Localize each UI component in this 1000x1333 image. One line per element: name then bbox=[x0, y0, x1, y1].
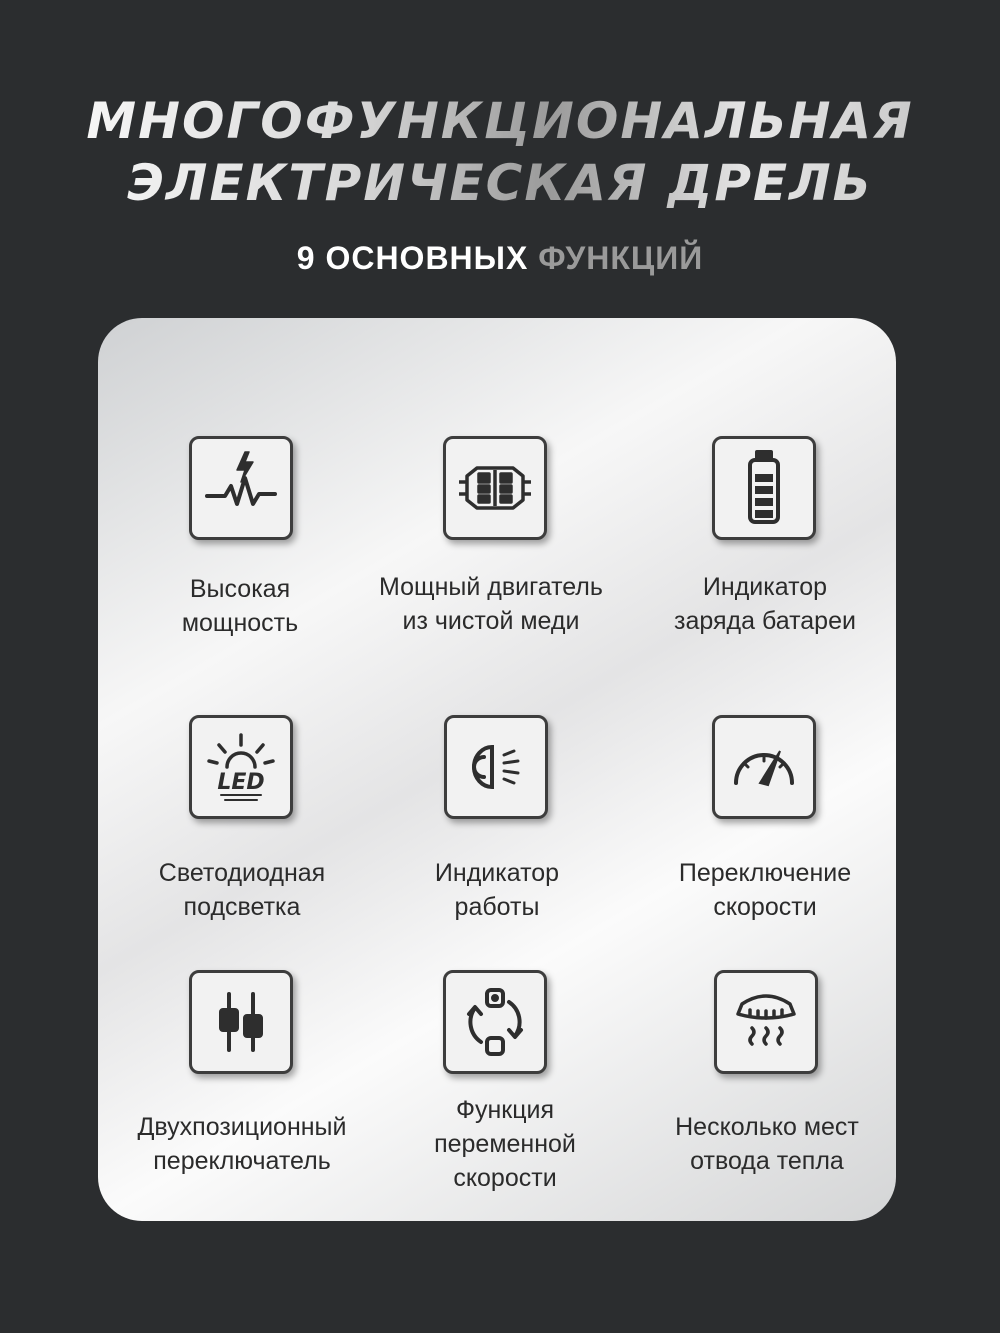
svg-text:LED: LED bbox=[217, 770, 265, 795]
title-line-2: ЭЛЕКТРИЧЕСКАЯ ДРЕЛЬ bbox=[0, 154, 1000, 212]
title-line-1: МНОГОФУНКЦИОНАЛЬНАЯ bbox=[0, 92, 1000, 150]
heat-dissipation-icon bbox=[714, 970, 818, 1074]
feature-label-heat-dissipation: Несколько мест отвода тепла bbox=[675, 1113, 859, 1175]
headlight-icon bbox=[444, 715, 548, 819]
led-light-icon bbox=[189, 715, 293, 819]
subtitle bbox=[0, 240, 1000, 277]
dual-switch-icon bbox=[189, 970, 293, 1074]
speedometer-icon bbox=[712, 715, 816, 819]
feature-label-high-power: Высокая мощность bbox=[181, 575, 299, 637]
copper-motor-icon bbox=[443, 436, 547, 540]
feature-label-speed-switch: Переключение скорости bbox=[678, 859, 852, 921]
power-pulse-icon bbox=[189, 436, 293, 540]
feature-label-battery-indicator: Индикатор заряда батареи bbox=[674, 573, 856, 635]
subtitle-functions: ФУНКЦИЙ bbox=[538, 240, 704, 276]
feature-label-led-light: Светодиодная подсветка bbox=[158, 859, 326, 921]
feature-label-work-indicator: Индикатор работы bbox=[434, 859, 560, 921]
feature-label-dual-switch: Двухпозиционный переключатель bbox=[137, 1113, 347, 1175]
feature-label-variable-speed: Функция переменной скорости bbox=[434, 1096, 576, 1192]
variable-speed-icon bbox=[443, 970, 547, 1074]
feature-label-copper-motor: Мощный двигатель из чистой меди bbox=[379, 573, 603, 635]
subtitle-count: 9 ОСНОВНЫХ bbox=[296, 240, 529, 276]
battery-icon bbox=[712, 436, 816, 540]
